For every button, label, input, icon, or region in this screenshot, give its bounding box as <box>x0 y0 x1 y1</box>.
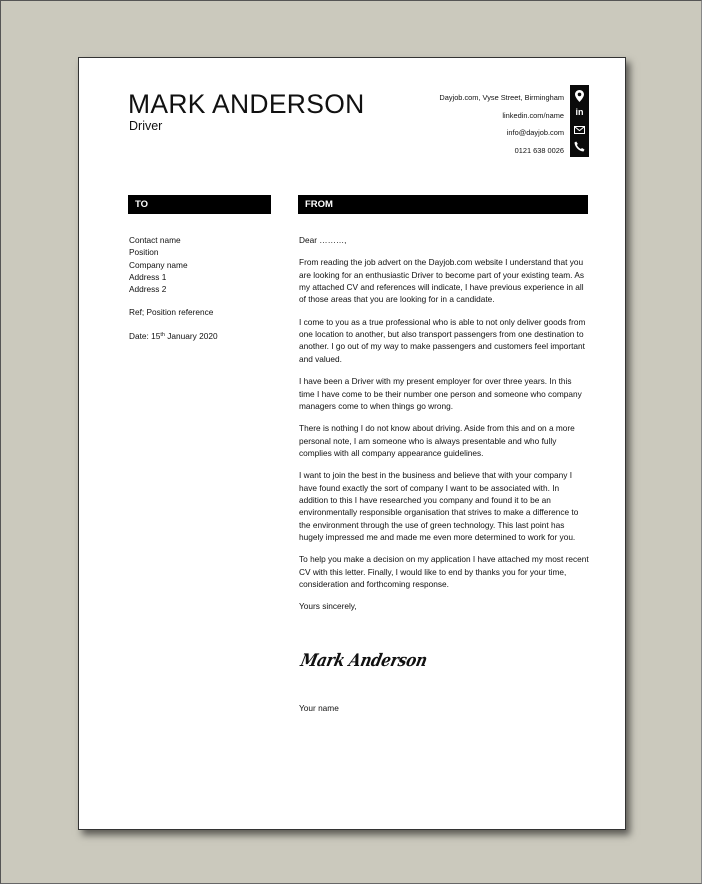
cover-letter-page <box>78 57 626 830</box>
letter-date: Date: 15th January 2020 <box>129 330 218 341</box>
letter-paragraph: There is nothing I do not know about driving. Aside from this and on a more personal note, I am someone who is always presentable and who fully complies with all company appearance guidelines. <box>299 423 575 458</box>
salutation: Dear ………, <box>299 235 347 245</box>
letter-paragraph: I have been a Driver with my present employer for over three years. In this time I have come to be their number one person and someone who company managers come to when things go wrong. <box>299 376 582 411</box>
envelope-icon <box>574 124 586 136</box>
recipient-company-name: Company name <box>129 259 188 270</box>
letter-paragraph: To help you make a decision on my application I have attached my most recent CV with this letter. Finally, I would like to end by thanks you for your time, consideration and forthcoming response. <box>299 554 589 589</box>
contact-linkedin: linkedin.com/name <box>502 110 564 120</box>
recipient-block <box>129 234 218 342</box>
closing: Yours sincerely, <box>299 601 357 612</box>
applicant-role: Driver <box>129 119 163 133</box>
to-section-header: TO <box>128 195 271 214</box>
contact-details <box>439 89 564 159</box>
contact-icon-strip <box>570 85 589 157</box>
location-pin-icon <box>574 90 586 102</box>
linkedin-icon: in <box>575 107 584 117</box>
position-reference: Ref; Position reference <box>129 307 214 318</box>
recipient-position: Position <box>129 247 159 258</box>
recipient-address-2: Address 2 <box>129 284 167 295</box>
signatory-name: Your name <box>299 703 339 713</box>
contact-email: info@dayjob.com <box>506 128 564 137</box>
letter-body <box>299 234 589 623</box>
recipient-contact-name: Contact name <box>129 235 181 245</box>
contact-address: Dayjob.com, Vyse Street, Birmingham <box>439 93 564 102</box>
letter-paragraph: I want to join the best in the business and believe that with your company I have found exactly the sort of company I want to be associated with. In addition to this I have researched you company and found it to be an environmentally responsible organisation that strives to make a difference to the environment through the use of green technology. This last point has hugely impressed me and made me even more determined to work for you. <box>299 470 579 542</box>
letter-paragraph: I come to you as a true professional who is able to not only deliver goods from one location to another, but also transport passengers from one destination to another. I go out of my way to make passengers and customers feel important and valued. <box>299 316 586 364</box>
signature: Mark Anderson <box>298 649 429 671</box>
recipient-address-1: Address 1 <box>129 271 167 282</box>
from-section-header: FROM <box>298 195 588 214</box>
applicant-name: MARK ANDERSON <box>128 89 365 119</box>
phone-icon <box>574 141 586 153</box>
letter-paragraph: From reading the job advert on the Dayjob.com website I understand that you are looking for an enthusiastic Driver to become part of your existing team. As my attached CV and references will indicate, I have previous experience in all of those areas that you are looking for in a candidate. <box>299 257 584 305</box>
contact-phone: 0121 638 0026 <box>514 145 564 155</box>
